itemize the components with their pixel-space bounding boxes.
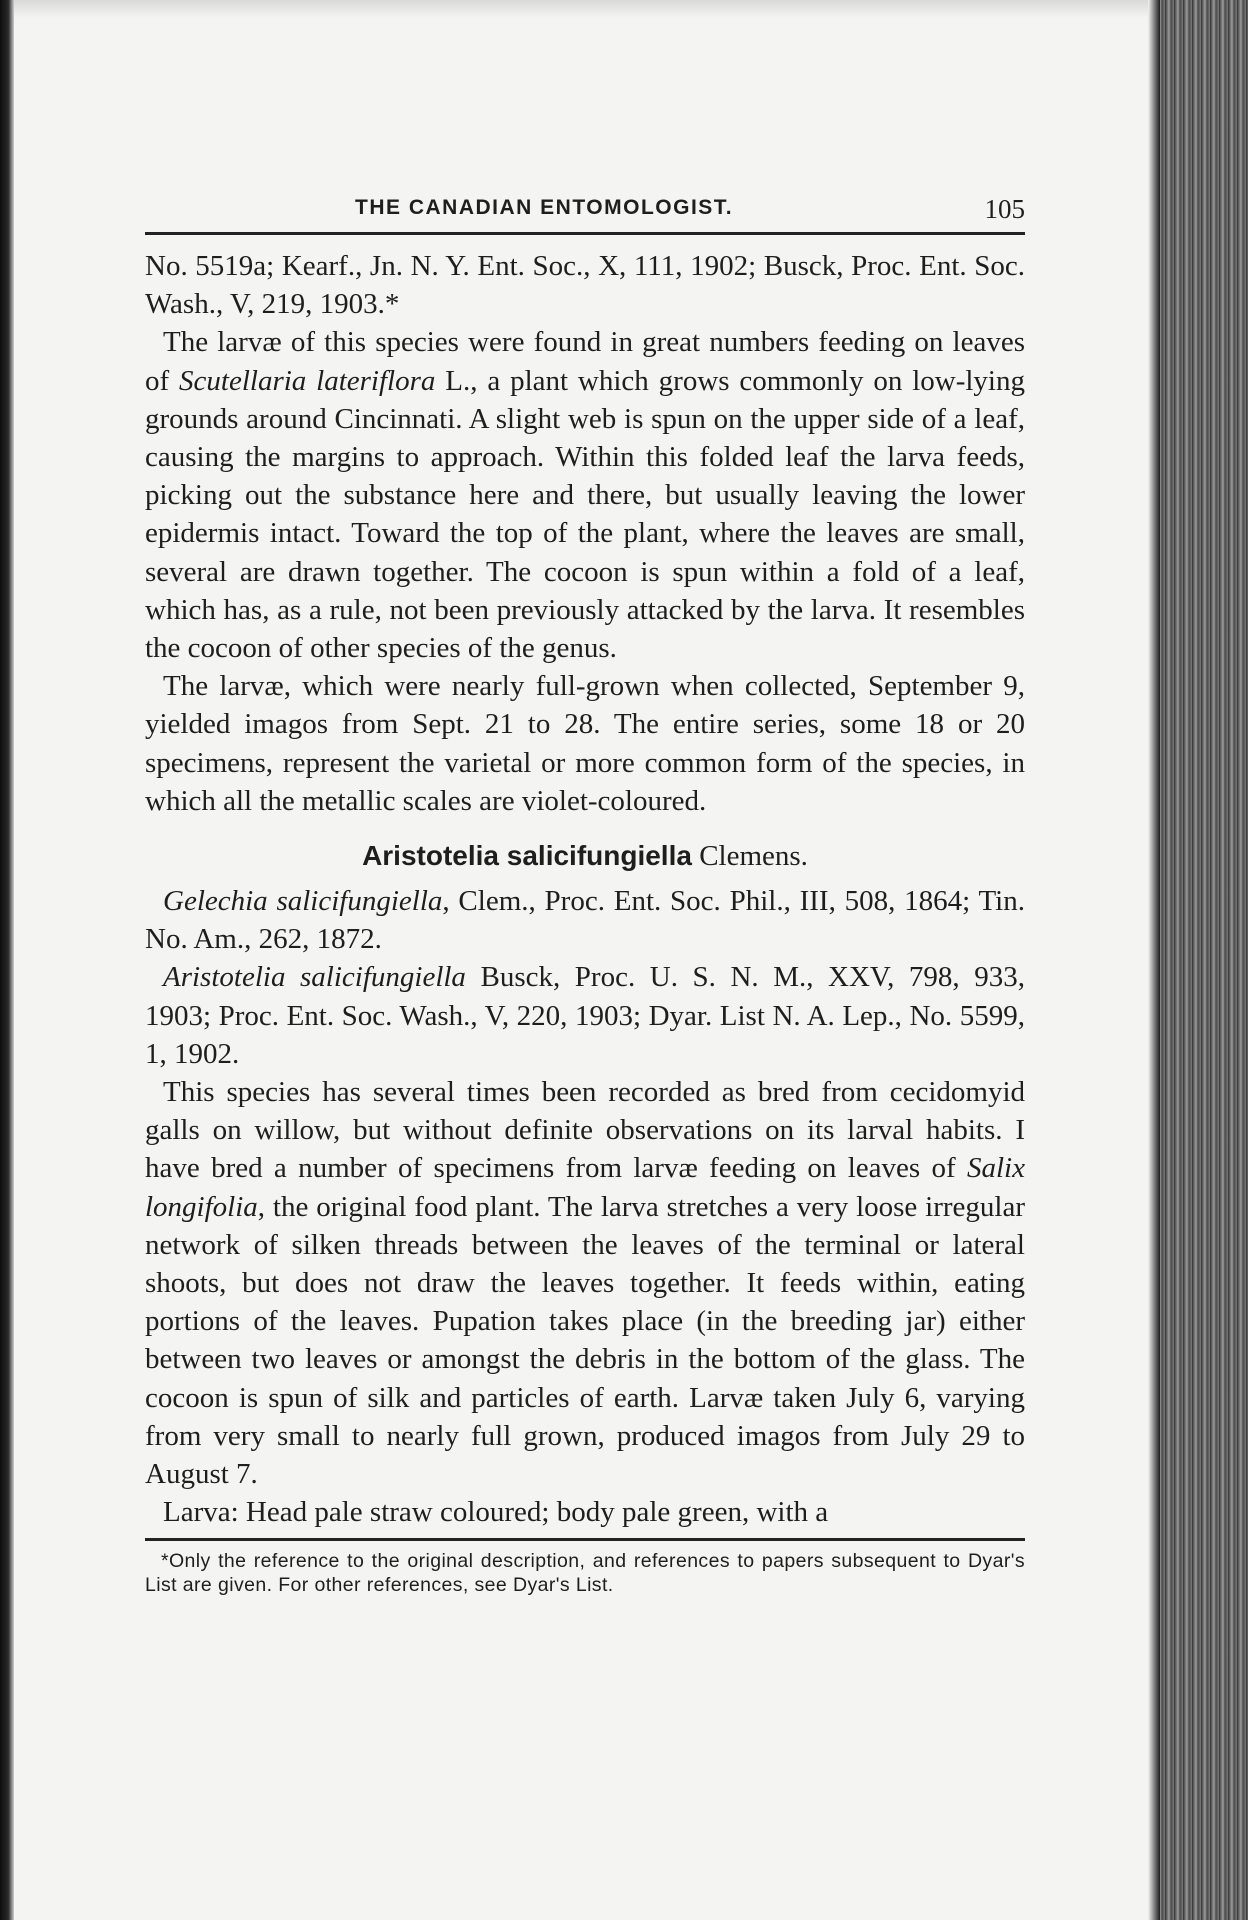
plant-name: Salix longifolia [145, 1152, 1025, 1223]
scan-top-shade [14, 0, 1156, 18]
paragraph-imagos: The larvæ, which were nearly full-grown when collected, September 9, yielded imagos from Sept. 21 to 28. The entire series, some 18 or 20 specimens, represent the varietal or more common form of the species, in which all the metallic scales are violet-coloured. [145, 670, 1025, 817]
paragraph-text: L., a plant which grows commonly on low-lying grounds around Cincinnati. A slight web is spun on the upper side of a leaf, causing the margins to approach. Within this folded leaf the larva feeds, picking out the substance here and there, but usually leaving the lower epidermis intact. Toward the top of the plant, where the leaves are small, several are drawn together. The cocoon is spun within a fold of a leaf, which has, as a rule, not been previously attacked by the larva. It resembles the cocoon of other species of the genus. [145, 364, 1025, 665]
paragraph-life-history [145, 1073, 1025, 1493]
paragraph-text: This species has several times been recorded as bred from cecidomyid galls on willow, but without definite observations on its larval habits. I have bred a number of specimens from larvæ feeding on leaves of [145, 1076, 1025, 1185]
reference-text: , Clem., Proc. Ent. Soc. Phil., III, 508, 1864; Tin. No. Am., 262, 1872. [145, 885, 1025, 956]
paragraph-text: The larvæ of this species were found in great numbers feeding on leaves of [145, 326, 1025, 397]
paragraph-text: , the original food plant. The larva stretches a very loose irregular network of silken threads between the leaves of the terminal or lateral shoots, but does not draw the leaves together. It feeds within, eating portions of the leaves. Pupation takes place (in the breeding jar) either between two leaves or amongst the debris in the bottom of the glass. The cocoon is spun of silk and particles of earth. Larvæ taken July 6, varying from very small to nearly full grown, produced imagos from July 29 to August 7. [145, 1190, 1025, 1491]
journal-title: THE CANADIAN ENTOMOLOGIST. [355, 196, 734, 219]
synonymy-reference-2 [145, 958, 1025, 1073]
book-page [145, 190, 1025, 1597]
scan-right-border [1156, 0, 1248, 1920]
reference-continuation: No. 5519a; Kearf., Jn. N. Y. Ent. Soc., X, 111, 1902; Busck, Proc. Ent. Soc. Wash., V, 219, 1903.* [145, 250, 1025, 321]
page-number: 105 [984, 194, 1025, 224]
footnote: *Only the reference to the original description, and references to papers subsequent to Dyar's List are given. For other references, see Dyar's List. [145, 1549, 1025, 1596]
running-head [145, 190, 1025, 230]
footnote-rule [145, 1538, 1025, 1541]
species-name: Aristotelia salicifungiella [362, 840, 692, 872]
plant-name: Scutellaria lateriflora [179, 364, 436, 397]
scan-left-border [0, 0, 14, 1920]
synonymy-reference-1 [145, 882, 1025, 958]
paragraph-larvae-scutellaria [145, 323, 1025, 667]
species-heading [145, 838, 1025, 874]
species-author: Clemens. [699, 840, 808, 873]
header-rule [145, 232, 1025, 235]
taxon-name: Gelechia salicifungiella [163, 885, 443, 918]
reference-text: Busck, Proc. U. S. N. M., XXV, 798, 933, 1903; Proc. Ent. Soc. Wash., V, 220, 1903; Dyar. List N. A. Lep., No. 5599, 1, 1902. [145, 961, 1025, 1070]
taxon-name: Aristotelia salicifungiella [163, 961, 466, 994]
paragraph-larva-description: Larva: Head pale straw coloured; body pale green, with a [163, 1496, 829, 1529]
